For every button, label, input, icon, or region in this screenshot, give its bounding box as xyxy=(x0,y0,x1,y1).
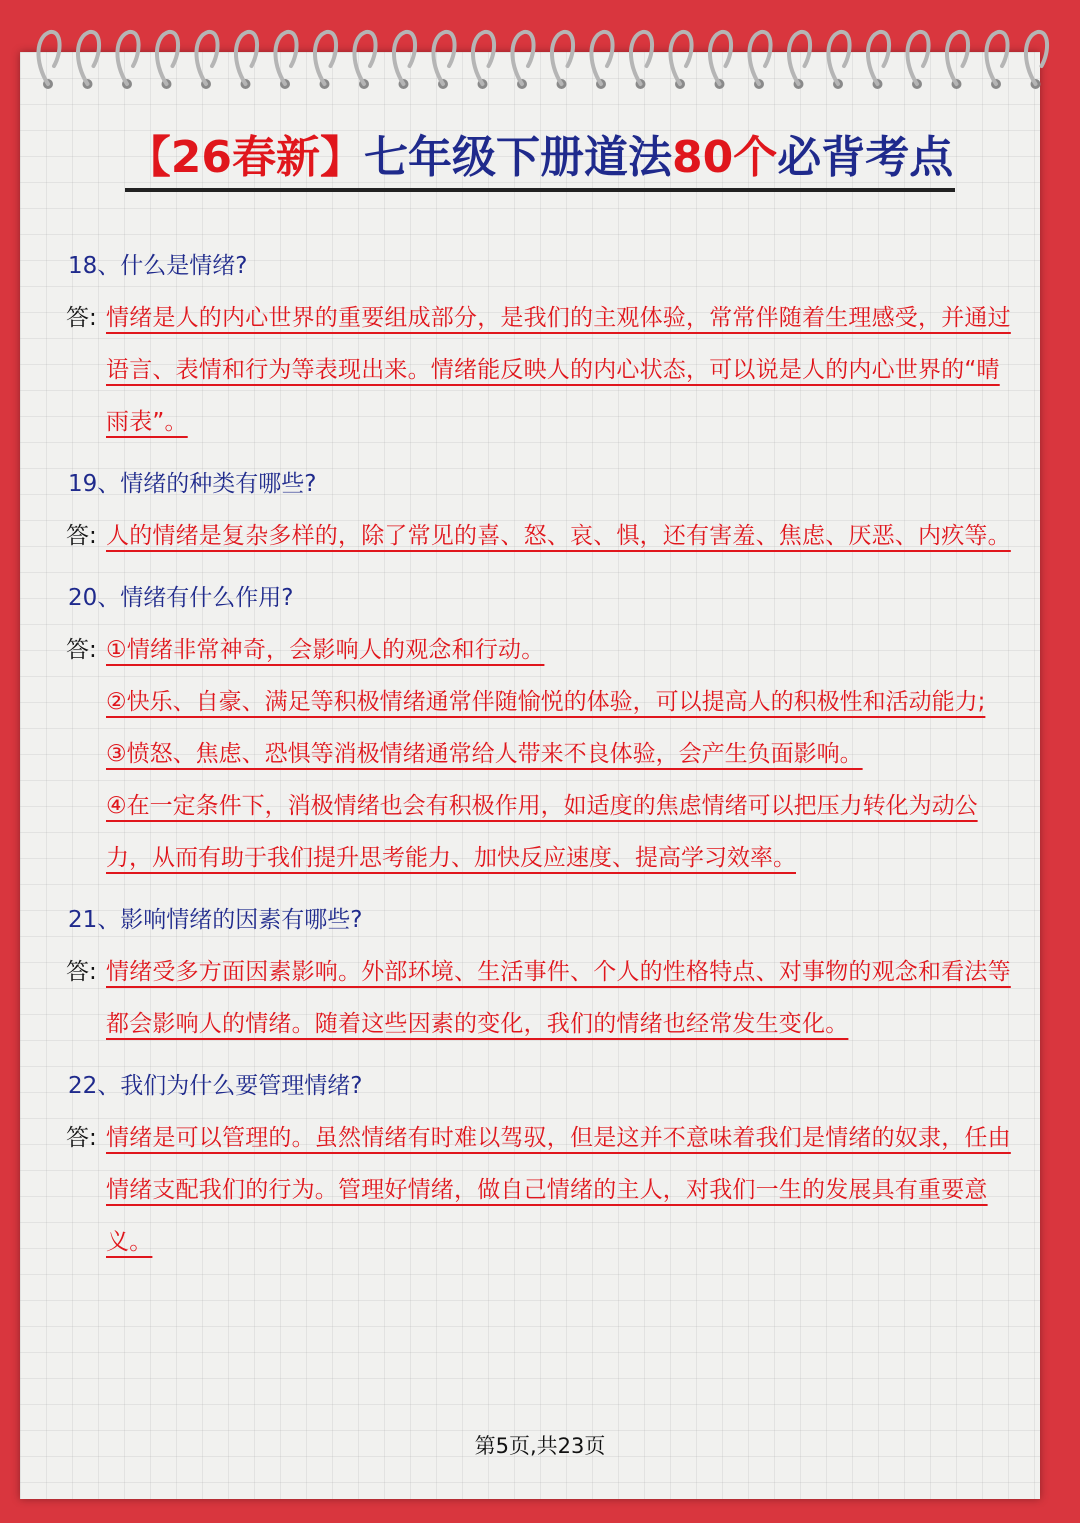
answer-text: ①情绪非常神奇，会影响人的观念和行动。 xyxy=(106,637,545,663)
title-suffix: 必背考点 xyxy=(777,132,954,183)
title-count: 80 xyxy=(672,132,734,183)
binding-ring-5 xyxy=(236,32,257,84)
answer-text: 情绪是人的内心世界的重要组成部分，是我们的主观体验，常常伴随着生理感受，并通过语言、表情和行为等表现出来。情绪能反映人的内心状态，可以说是人的内心世界的“晴雨表”。 xyxy=(106,305,1011,435)
binding-ring-14 xyxy=(591,32,612,84)
answer-label: 答: xyxy=(66,637,97,663)
binding-ring-1 xyxy=(78,32,99,84)
answer-text: 人的情绪是复杂多样的，除了常见的喜、怒、哀、惧，还有害羞、焦虑、厌恶、内疚等。 xyxy=(106,523,1011,549)
question: 22、我们为什么要管理情绪? xyxy=(68,1073,363,1099)
answer-label: 答: xyxy=(66,959,97,985)
question: 21、影响情绪的因素有哪些? xyxy=(68,907,363,933)
binding-ring-21 xyxy=(868,32,889,84)
answer-text: 情绪受多方面因素影响。外部环境、生活事件、个人的性格特点、对事物的观念和看法等都会影响人的情绪。随着这些因素的变化，我们的情绪也经常发生变化。 xyxy=(106,959,1011,1037)
spiral-binding xyxy=(0,22,1080,102)
qa-item-18 xyxy=(66,240,1016,448)
answer-text: 情绪是可以管理的。虽然情绪有时难以驾驭，但是这并不意味着我们是情绪的奴隶，任由情绪支配我们的行为。管理好情绪，做自己情绪的主人，对我们一生的发展具有重要意义。 xyxy=(106,1125,1011,1255)
answer-label: 答: xyxy=(66,523,97,549)
answer-label: 答: xyxy=(66,1125,97,1151)
binding-ring-6 xyxy=(275,32,296,84)
binding-ring-8 xyxy=(354,32,375,84)
answer-label: 答: xyxy=(66,305,97,331)
binding-ring-9 xyxy=(394,32,415,84)
binding-ring-23 xyxy=(947,32,968,84)
page-number: 第5页,共23页 xyxy=(474,1434,606,1458)
binding-ring-16 xyxy=(670,32,691,84)
title-tag: 【26春新】 xyxy=(126,132,364,183)
title-subject: 七年级下册道法 xyxy=(364,132,672,183)
page-title xyxy=(0,130,1080,192)
sub-answer: ②快乐、自豪、满足等积极情绪通常伴随愉悦的体验，可以提高人的积极性和活动能力; xyxy=(106,689,986,715)
binding-ring-7 xyxy=(315,32,336,84)
binding-ring-17 xyxy=(710,32,731,84)
binding-ring-13 xyxy=(552,32,573,84)
qa-item-22 xyxy=(66,1060,1016,1268)
binding-ring-12 xyxy=(512,32,533,84)
sub-answer: ③愤怒、焦虑、恐惧等消极情绪通常给人带来不良体验，会产生负面影响。 xyxy=(106,741,863,767)
title-unit: 个 xyxy=(733,132,778,183)
qa-item-20 xyxy=(66,572,1016,884)
binding-ring-11 xyxy=(473,32,494,84)
binding-ring-19 xyxy=(789,32,810,84)
question: 19、情绪的种类有哪些? xyxy=(68,471,317,497)
binding-ring-0 xyxy=(38,32,59,84)
binding-ring-10 xyxy=(433,32,454,84)
qa-item-21 xyxy=(66,894,1016,1050)
question: 20、情绪有什么作用? xyxy=(68,585,294,611)
binding-ring-22 xyxy=(907,32,928,84)
qa-list xyxy=(66,240,1016,1278)
binding-ring-3 xyxy=(157,32,178,84)
binding-ring-4 xyxy=(196,32,217,84)
binding-ring-18 xyxy=(749,32,770,84)
binding-ring-20 xyxy=(828,32,849,84)
binding-ring-15 xyxy=(631,32,652,84)
qa-item-19 xyxy=(66,458,1016,562)
question: 18、什么是情绪? xyxy=(68,253,248,279)
binding-ring-24 xyxy=(986,32,1007,84)
binding-ring-2 xyxy=(117,32,138,84)
binding-ring-25 xyxy=(1026,32,1047,84)
sub-answer: ④在一定条件下，消极情绪也会有积极作用，如适度的焦虑情绪可以把压力转化为动公力，从而有助于我们提升思考能力、加快反应速度、提高学习效率。 xyxy=(106,793,978,871)
